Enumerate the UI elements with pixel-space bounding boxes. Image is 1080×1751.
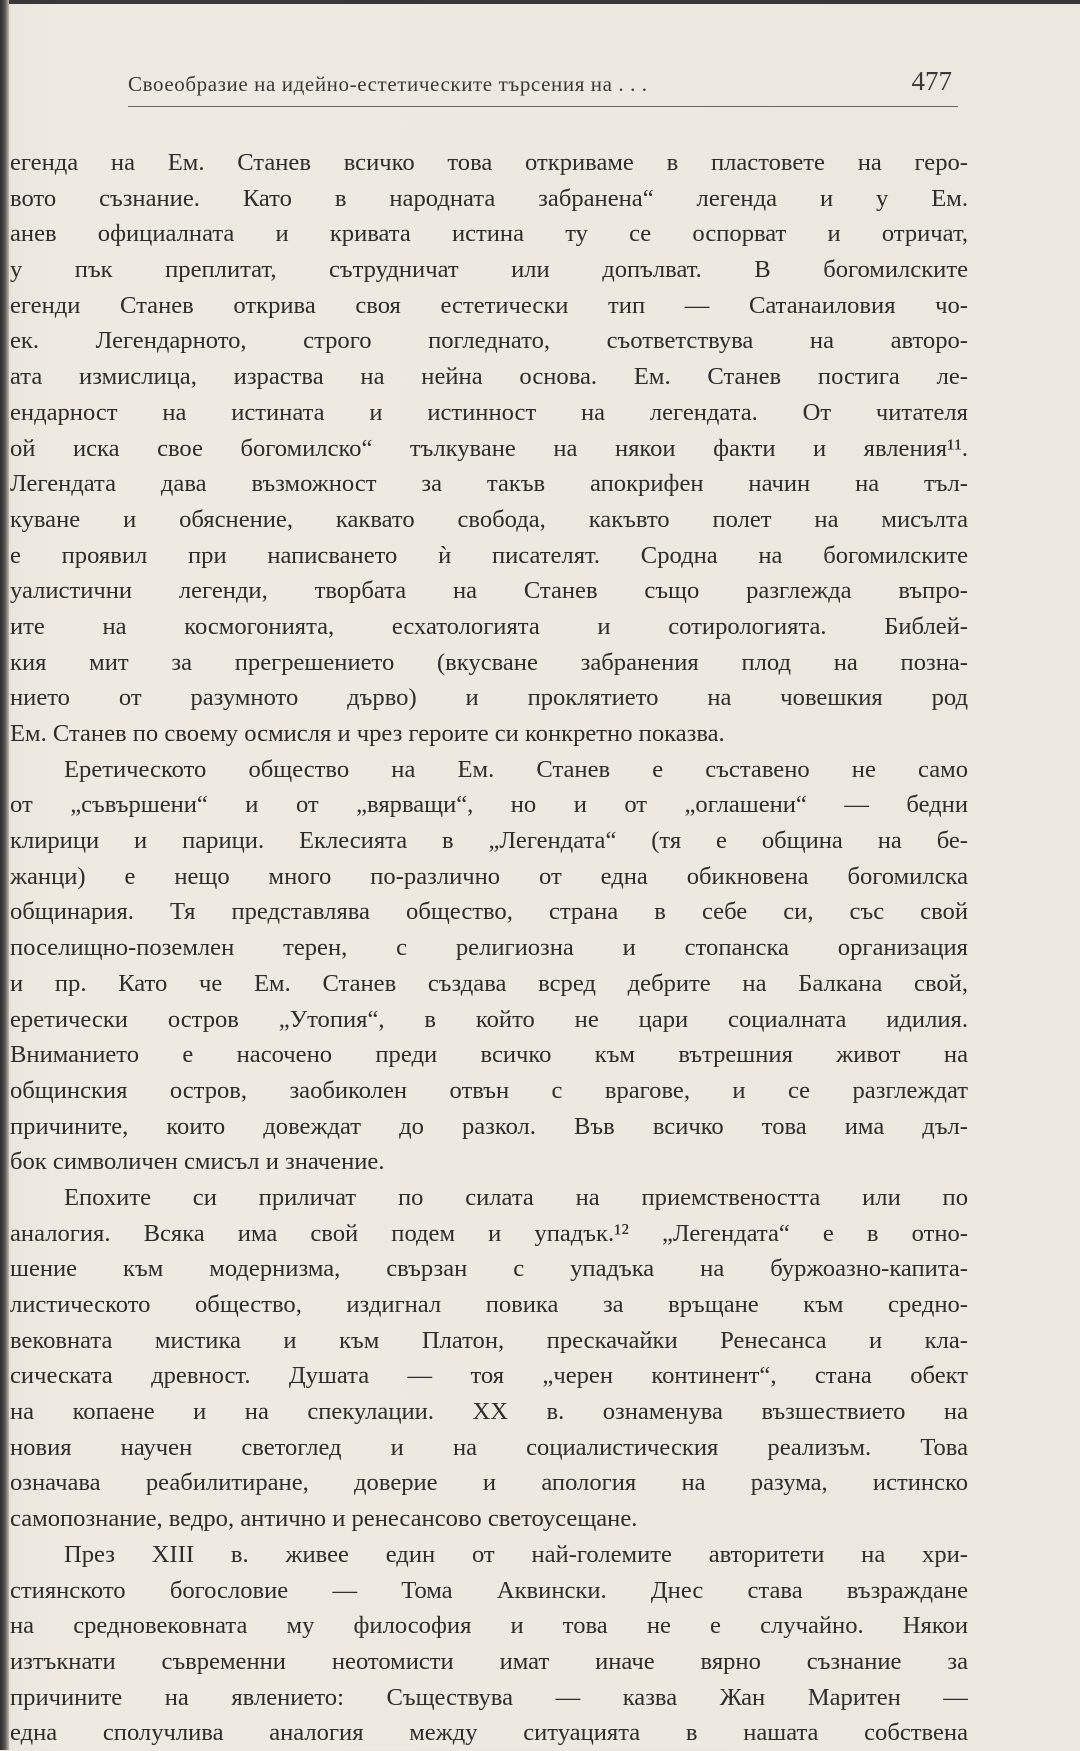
text-line: шение към модернизма, свързан с упадъка на буржоазно-капита- [10, 1255, 968, 1283]
text-line: листическото общество, издигнал повика за връщане към средно- [10, 1291, 968, 1318]
book-spine [0, 0, 9, 1750]
text-line: ите на космогонията, есхатологията и сотирологията. Библей- [10, 612, 968, 640]
text-line: нието от разумното дърво) и проклятието на човешкия род [10, 684, 968, 712]
text-line: вото съзнание. Като в народната забранена“ легенда и у Ем. [10, 184, 968, 212]
text-line: сическата древност. Душата — тоя „черен континент“, стана обект [10, 1362, 968, 1390]
text-line: у пък преплитат, сътрудничат или допълват. В богомилските [10, 256, 968, 284]
text-line: уалистични легенди, творбата на Станев също разглежда въпро- [10, 577, 968, 605]
paragraph-last-line: бок символичен смисъл и значение. [10, 1148, 385, 1176]
text-line: ендарност на истината и истинност на легендата. От читателя [10, 398, 968, 426]
text-line: общинария. Тя представлява общество, страна в себе си, със свой [10, 898, 968, 926]
text-line: на копаене и на спекулации. XX в. ознаменува възшествието на [10, 1398, 968, 1426]
text-line: от „съвършени“ и от „вярващи“, но и от „оглашени“ — бедни [10, 791, 968, 819]
text-line: аналогия. Всяка има свой подем и упадък.¹² „Легендата“ е в отно- [10, 1219, 968, 1247]
text-line: една сполучлива аналогия между ситуацията в нашата собствена [10, 1719, 968, 1747]
text-line: егенди Станев открива своя естетически тип — Сатанаиловия чо- [10, 291, 968, 319]
text-line: и пр. Като че Ем. Станев създава всред дебрите на Балкана свой, [10, 969, 968, 997]
text-line: ек. Легендарното, строго погледнато, съответствува на авторо- [10, 327, 968, 355]
text-line: вековната мистика и към Платон, прескачайки Ренесанса и кла- [10, 1326, 968, 1354]
body-text [10, 145, 968, 1751]
text-line: клирици и парици. Еклесията в „Легендата“ (тя е община на бе- [10, 827, 968, 855]
text-line: анев официалната и кривата истина ту се оспорват и отричат, [10, 220, 968, 248]
text-line: на средновековната му философия и това не е случайно. Някои [10, 1612, 968, 1640]
paragraph-last-line: Ем. Станев по своему осмисля и чрез героите си конкретно показва. [10, 720, 725, 747]
paragraph-first-line: През XIII в. живее един от най-големите авторитети на хри- [64, 1540, 968, 1568]
text-line: поселищно-поземлен терен, с религиозна и стопанска организация [10, 934, 968, 962]
text-line: ой иска свое богомилско“ тълкуване на някои факти и явления¹¹. [10, 434, 968, 462]
page-top-edge [0, 0, 1080, 4]
text-line: егенда на Ем. Станев всичко това откриваме в пластовете на геро- [10, 149, 968, 176]
page-number: 477 [911, 66, 952, 96]
text-line: ата измислица, израства на нейна основа. Ем. Станев постига ле- [10, 363, 968, 391]
paragraph-first-line: Епохите си приличат по силата на приемствеността или по [64, 1183, 968, 1211]
text-line: общинския остров, заобиколен отвън с врагове, и се разглеждат [10, 1076, 968, 1104]
text-line: е проявил при написването ѝ писателят. Сродна на богомилските [10, 541, 968, 569]
text-line: куване и обяснение, каквато свобода, какъвто полет на мисълта [10, 505, 968, 533]
text-line: кия мит за прегрешението (вкусване забранения плод на позна- [10, 648, 968, 676]
text-line: еретически остров „Утопия“, в който не цари социалната идилия. [10, 1005, 968, 1033]
text-line: причините на явлението: Съществува — казва Жан Маритен — [10, 1683, 968, 1711]
text-line: Вниманието е насочено преди всичко към вътрешния живот на [10, 1041, 968, 1069]
text-line: жанци) е нещо много по-различно от една обикновена богомилска [10, 862, 968, 890]
text-line: Легендата дава възможност за такъв апокрифен начин на тъл- [10, 470, 968, 498]
text-line: новия научен светоглед и на социалистическия реализъм. Това [10, 1433, 968, 1461]
running-head [128, 66, 958, 107]
paragraph-first-line: Еретическото общество на Ем. Станев е съставено не само [64, 755, 968, 783]
text-line: изтъкнати съвременни неотомисти имат иначе вярно съзнание за [10, 1647, 968, 1675]
text-line: стиянското богословие — Тома Аквински. Днес става възраждане [10, 1576, 968, 1604]
running-title: Своеобразие на идейно-естетическите търсения на . . . [128, 72, 648, 96]
text-line: означава реабилитиране, доверие и апология на разума, истинско [10, 1469, 968, 1497]
text-line: причините, които довеждат до разкол. Във всичко това има дъл- [10, 1112, 968, 1140]
paragraph-last-line: самопознание, ведро, антично и ренесансово светоусещане. [10, 1505, 638, 1533]
